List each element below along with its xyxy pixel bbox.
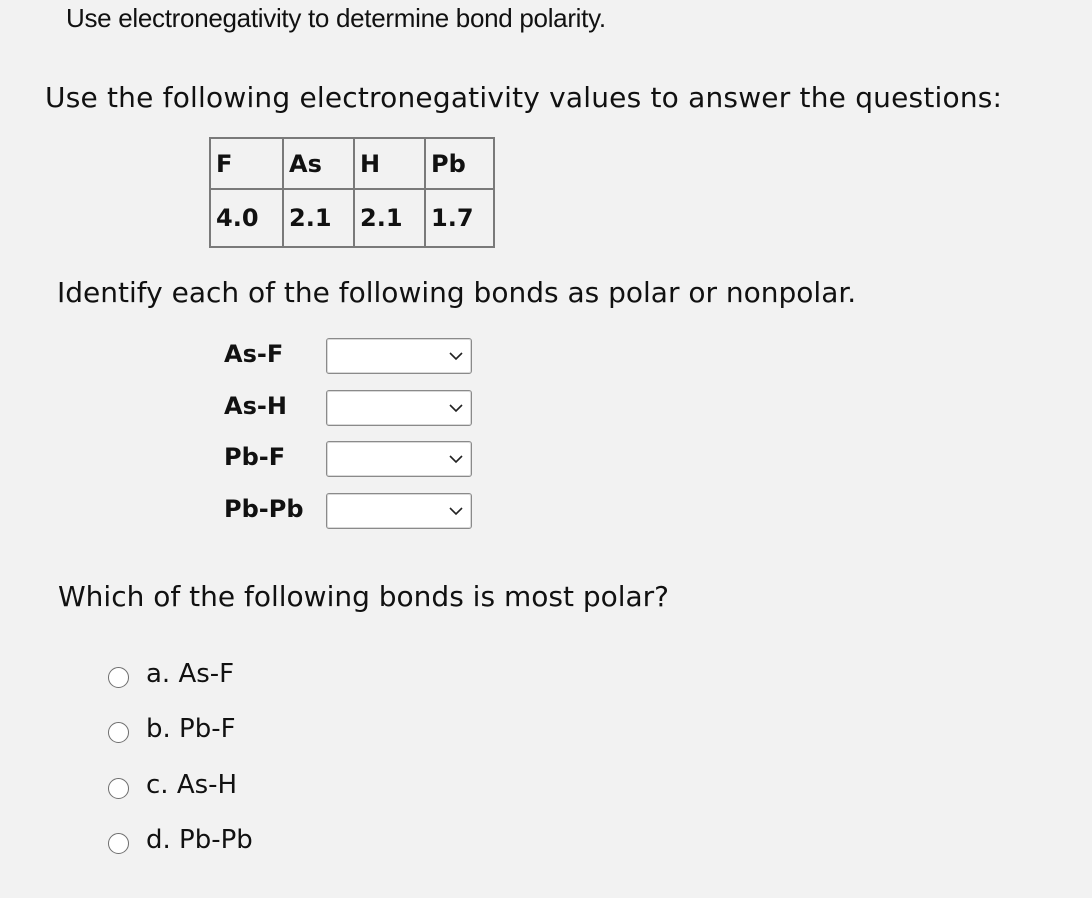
chevron-down-icon [449, 452, 463, 466]
table-cell-value: 2.1 [354, 189, 425, 247]
bond-row-pb-pb [224, 493, 484, 529]
table-cell-value: 4.0 [210, 189, 283, 247]
option-label[interactable]: d. Pb-Pb [146, 825, 253, 855]
chevron-down-icon [449, 401, 463, 415]
option-d[interactable] [108, 825, 358, 862]
table-row-elements [210, 138, 494, 189]
table-row-values [210, 189, 494, 247]
option-label[interactable]: a. As-F [146, 659, 235, 689]
polarity-select-pb-pb[interactable] [326, 493, 472, 529]
chevron-down-icon [449, 504, 463, 518]
bond-row-pb-f [224, 441, 484, 477]
identify-prompt: Identify each of the following bonds as polar or nonpolar. [57, 276, 857, 309]
table-cell-element: Pb [425, 138, 494, 189]
bond-row-as-f [224, 338, 484, 374]
polarity-select-pb-f[interactable] [326, 441, 472, 477]
radio-unchecked-icon[interactable] [108, 722, 129, 743]
bond-row-as-h [224, 390, 484, 426]
most-polar-question: Which of the following bonds is most polar? [58, 580, 670, 613]
question-title: Use electronegativity to determine bond polarity. [66, 3, 606, 33]
radio-unchecked-icon[interactable] [108, 778, 129, 799]
electronegativity-table [209, 137, 495, 248]
radio-unchecked-icon[interactable] [108, 667, 129, 688]
table-cell-value: 2.1 [283, 189, 354, 247]
bond-label: Pb-F [224, 443, 286, 471]
radio-unchecked-icon[interactable] [108, 833, 129, 854]
bond-label: As-F [224, 340, 284, 368]
option-label[interactable]: b. Pb-F [146, 714, 236, 744]
bond-label: As-H [224, 392, 287, 420]
option-b[interactable] [108, 714, 358, 751]
option-label[interactable]: c. As-H [146, 770, 238, 800]
table-cell-value: 1.7 [425, 189, 494, 247]
intro-text: Use the following electronegativity values to answer the questions: [45, 81, 1003, 114]
option-c[interactable] [108, 770, 358, 807]
polarity-select-as-f[interactable] [326, 338, 472, 374]
option-a[interactable] [108, 659, 358, 696]
chevron-down-icon [449, 349, 463, 363]
table-cell-element: H [354, 138, 425, 189]
bond-label: Pb-Pb [224, 495, 304, 523]
table-cell-element: As [283, 138, 354, 189]
polarity-select-as-h[interactable] [326, 390, 472, 426]
table-cell-element: F [210, 138, 283, 189]
